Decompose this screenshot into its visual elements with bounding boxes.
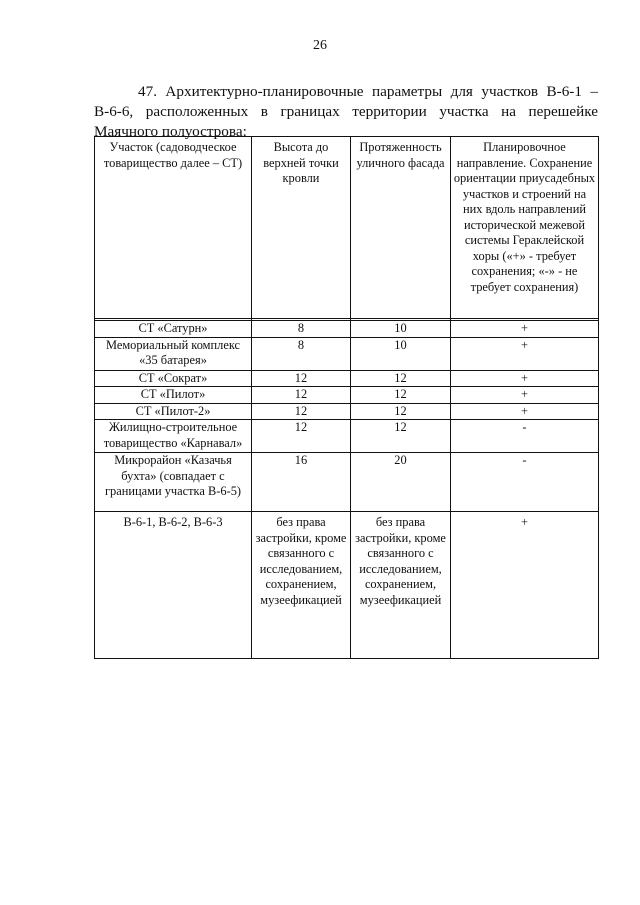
header-facade-length: Протяженность уличного фасада	[351, 137, 451, 319]
cell-height: 8	[252, 321, 351, 338]
page-number: 26	[313, 38, 327, 53]
table-row	[95, 337, 599, 370]
cell-facade: 10	[351, 337, 451, 370]
cell-facade: 12	[351, 387, 451, 404]
cell-site: СТ «Сократ»	[95, 370, 252, 387]
cell-site: СТ «Пилот-2»	[95, 403, 252, 420]
cell-facade: без права застройки, кроме связанного с исследованием, сохранением, музеефикацией	[351, 512, 451, 659]
cell-orientation: +	[451, 370, 599, 387]
cell-orientation: -	[451, 420, 599, 453]
cell-site: СТ «Пилот»	[95, 387, 252, 404]
header-site: Участок (садоводческое товарищество далее – СТ)	[95, 137, 252, 319]
cell-site: Микрорайон «Казачья бухта» (совпадает с границами участка В-6-5)	[95, 453, 252, 512]
table-header-row	[95, 137, 599, 319]
cell-height: 8	[252, 337, 351, 370]
cell-orientation: +	[451, 403, 599, 420]
table-row	[95, 387, 599, 404]
cell-orientation: +	[451, 321, 599, 338]
cell-facade: 20	[351, 453, 451, 512]
cell-facade: 10	[351, 321, 451, 338]
cell-facade: 12	[351, 403, 451, 420]
table-row	[95, 403, 599, 420]
cell-height: 12	[252, 420, 351, 453]
cell-orientation: +	[451, 512, 599, 659]
intro-paragraph: 47. Архитектурно-планировочные параметры для участков В-6-1 – В-6-6, расположенных в границах территории участка на перешейке Маячного полуострова:	[94, 83, 598, 141]
cell-facade: 12	[351, 370, 451, 387]
cell-facade: 12	[351, 420, 451, 453]
cell-site: Мемориальный комплекс «35 батарея»	[95, 337, 252, 370]
header-planning-direction: Планировочное направление. Сохранение ориентации приусадебных участков и строений на них вдоль направлений исторической межевой системы Гераклейской хоры («+» - требует сохранения; «-» - не требует сохранения)	[451, 137, 599, 319]
cell-orientation: -	[451, 453, 599, 512]
cell-height: без права застройки, кроме связанного с исследованием, сохранением, музеефикацией	[252, 512, 351, 659]
parameters-table	[94, 136, 599, 659]
cell-height: 12	[252, 370, 351, 387]
table-row	[95, 321, 599, 338]
cell-site: В-6-1, В-6-2, В-6-3	[95, 512, 252, 659]
cell-site: СТ «Сатурн»	[95, 321, 252, 338]
cell-orientation: +	[451, 337, 599, 370]
table-row	[95, 512, 599, 659]
table-row	[95, 453, 599, 512]
cell-orientation: +	[451, 387, 599, 404]
cell-site: Жилищно-строительное товарищество «Карнавал»	[95, 420, 252, 453]
table-row	[95, 370, 599, 387]
cell-height: 12	[252, 403, 351, 420]
cell-height: 12	[252, 387, 351, 404]
header-roof-height: Высота до верхней точки кровли	[252, 137, 351, 319]
cell-height: 16	[252, 453, 351, 512]
table-row	[95, 420, 599, 453]
